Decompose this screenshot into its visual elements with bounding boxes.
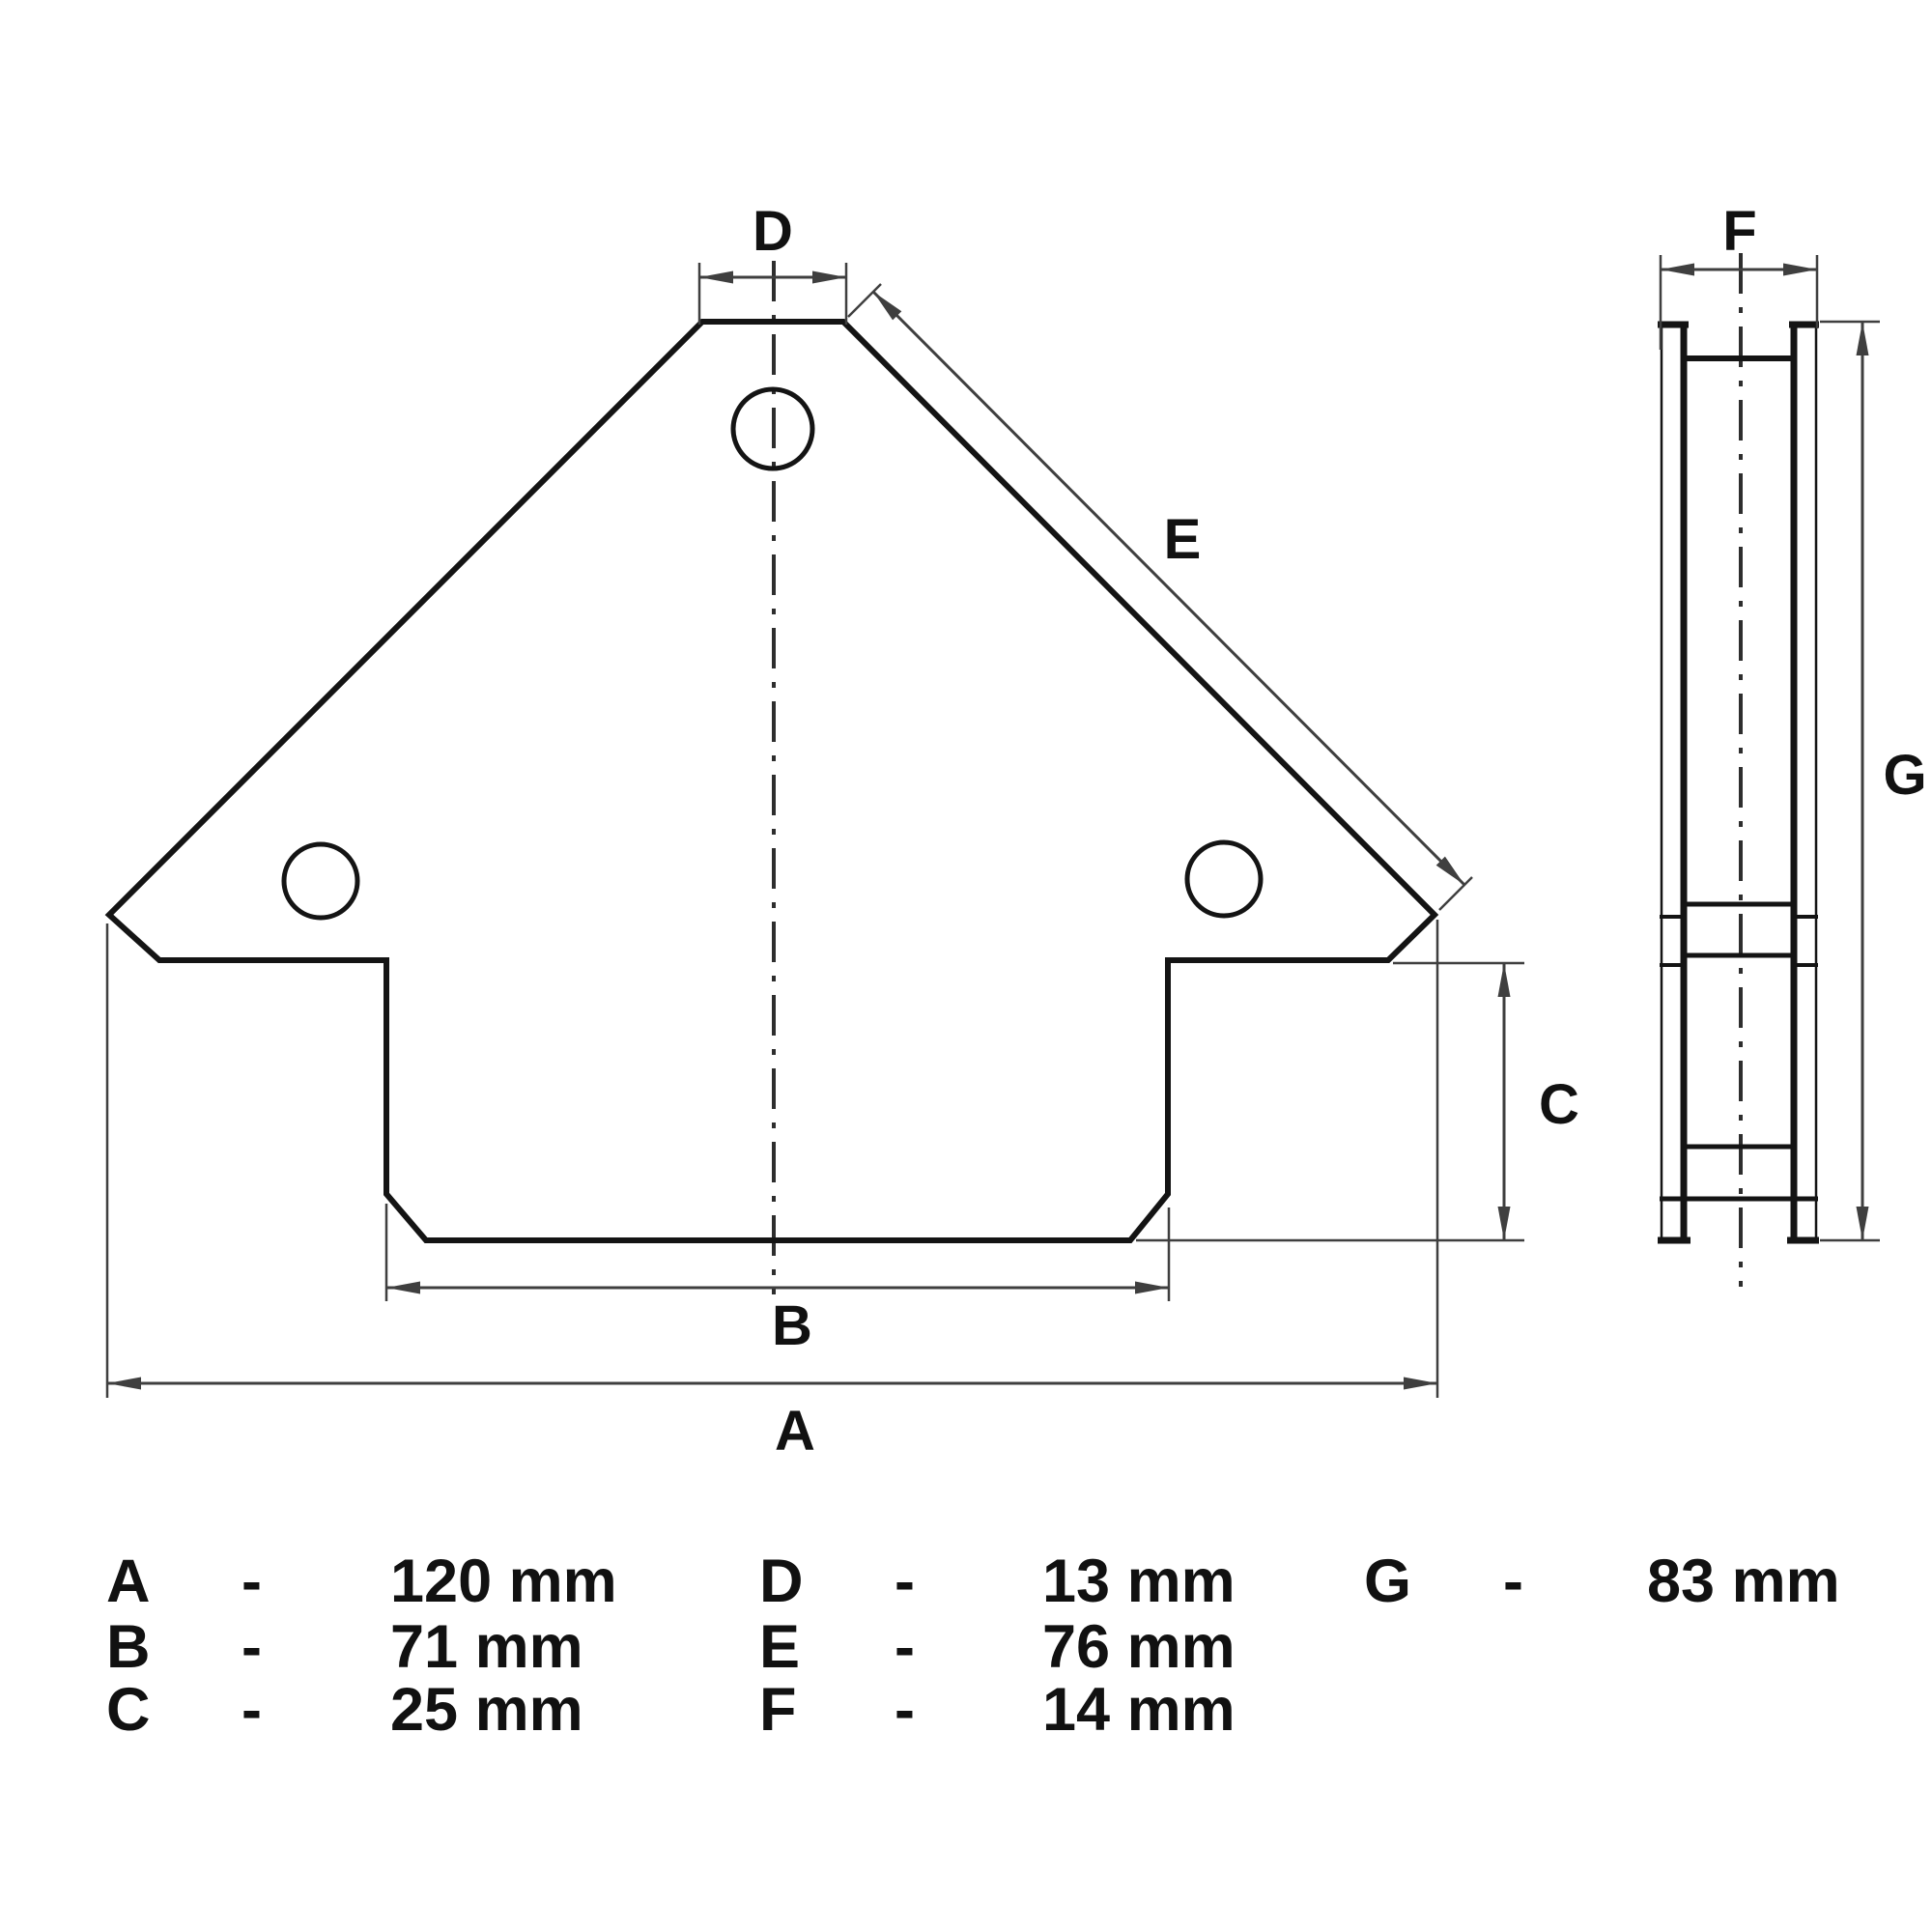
dim-G-label: G [1883,744,1927,807]
table-cell-value: 13 mm [1042,1548,1236,1615]
dim-E-ext-bottom [1439,877,1472,910]
table-cell-label: A [106,1548,151,1615]
table-cell-sep: - [242,1613,262,1681]
side-view [1658,200,1927,1287]
dim-E-line [873,292,1464,885]
table-cell-label: G [1364,1548,1412,1615]
table-cell-label: B [106,1613,151,1681]
table-cell-value: 76 mm [1042,1613,1236,1681]
dim-C-label: C [1539,1073,1579,1136]
table-cell-label: D [759,1548,804,1615]
table-cell-sep: - [242,1676,262,1744]
table-column-2 [759,1548,1236,1744]
dim-E-ext-top [848,284,881,317]
table-cell-sep: - [895,1676,915,1744]
dimension-D [699,200,846,325]
dimension-G [1820,322,1927,1240]
table-column-1 [106,1548,617,1744]
table-cell-sep: - [242,1548,262,1615]
table-cell-value: 83 mm [1647,1548,1840,1615]
dimension-C [1136,963,1579,1240]
mounting-hole-left [284,844,357,918]
table-cell-value: 25 mm [390,1676,583,1744]
dim-D-label: D [753,200,793,263]
dimension-E [848,284,1472,910]
table-cell-value: 14 mm [1042,1676,1236,1744]
dimension-B [386,1204,1169,1357]
mounting-hole-right [1187,842,1261,916]
dim-A-label: A [775,1400,815,1463]
table-column-3 [1364,1548,1840,1615]
table-cell-label: F [759,1676,797,1744]
front-view [107,200,1579,1463]
table-cell-sep: - [1503,1548,1523,1615]
dim-F-label: F [1722,200,1757,263]
table-cell-sep: - [895,1548,915,1615]
table-cell-sep: - [895,1613,915,1681]
table-cell-label: E [759,1613,801,1681]
dim-B-label: B [772,1294,812,1357]
table-cell-value: 71 mm [390,1613,583,1681]
table-cell-label: C [106,1676,151,1744]
dim-E-label: E [1163,508,1202,571]
dimension-table [106,1548,1840,1744]
table-cell-value: 120 mm [390,1548,617,1615]
